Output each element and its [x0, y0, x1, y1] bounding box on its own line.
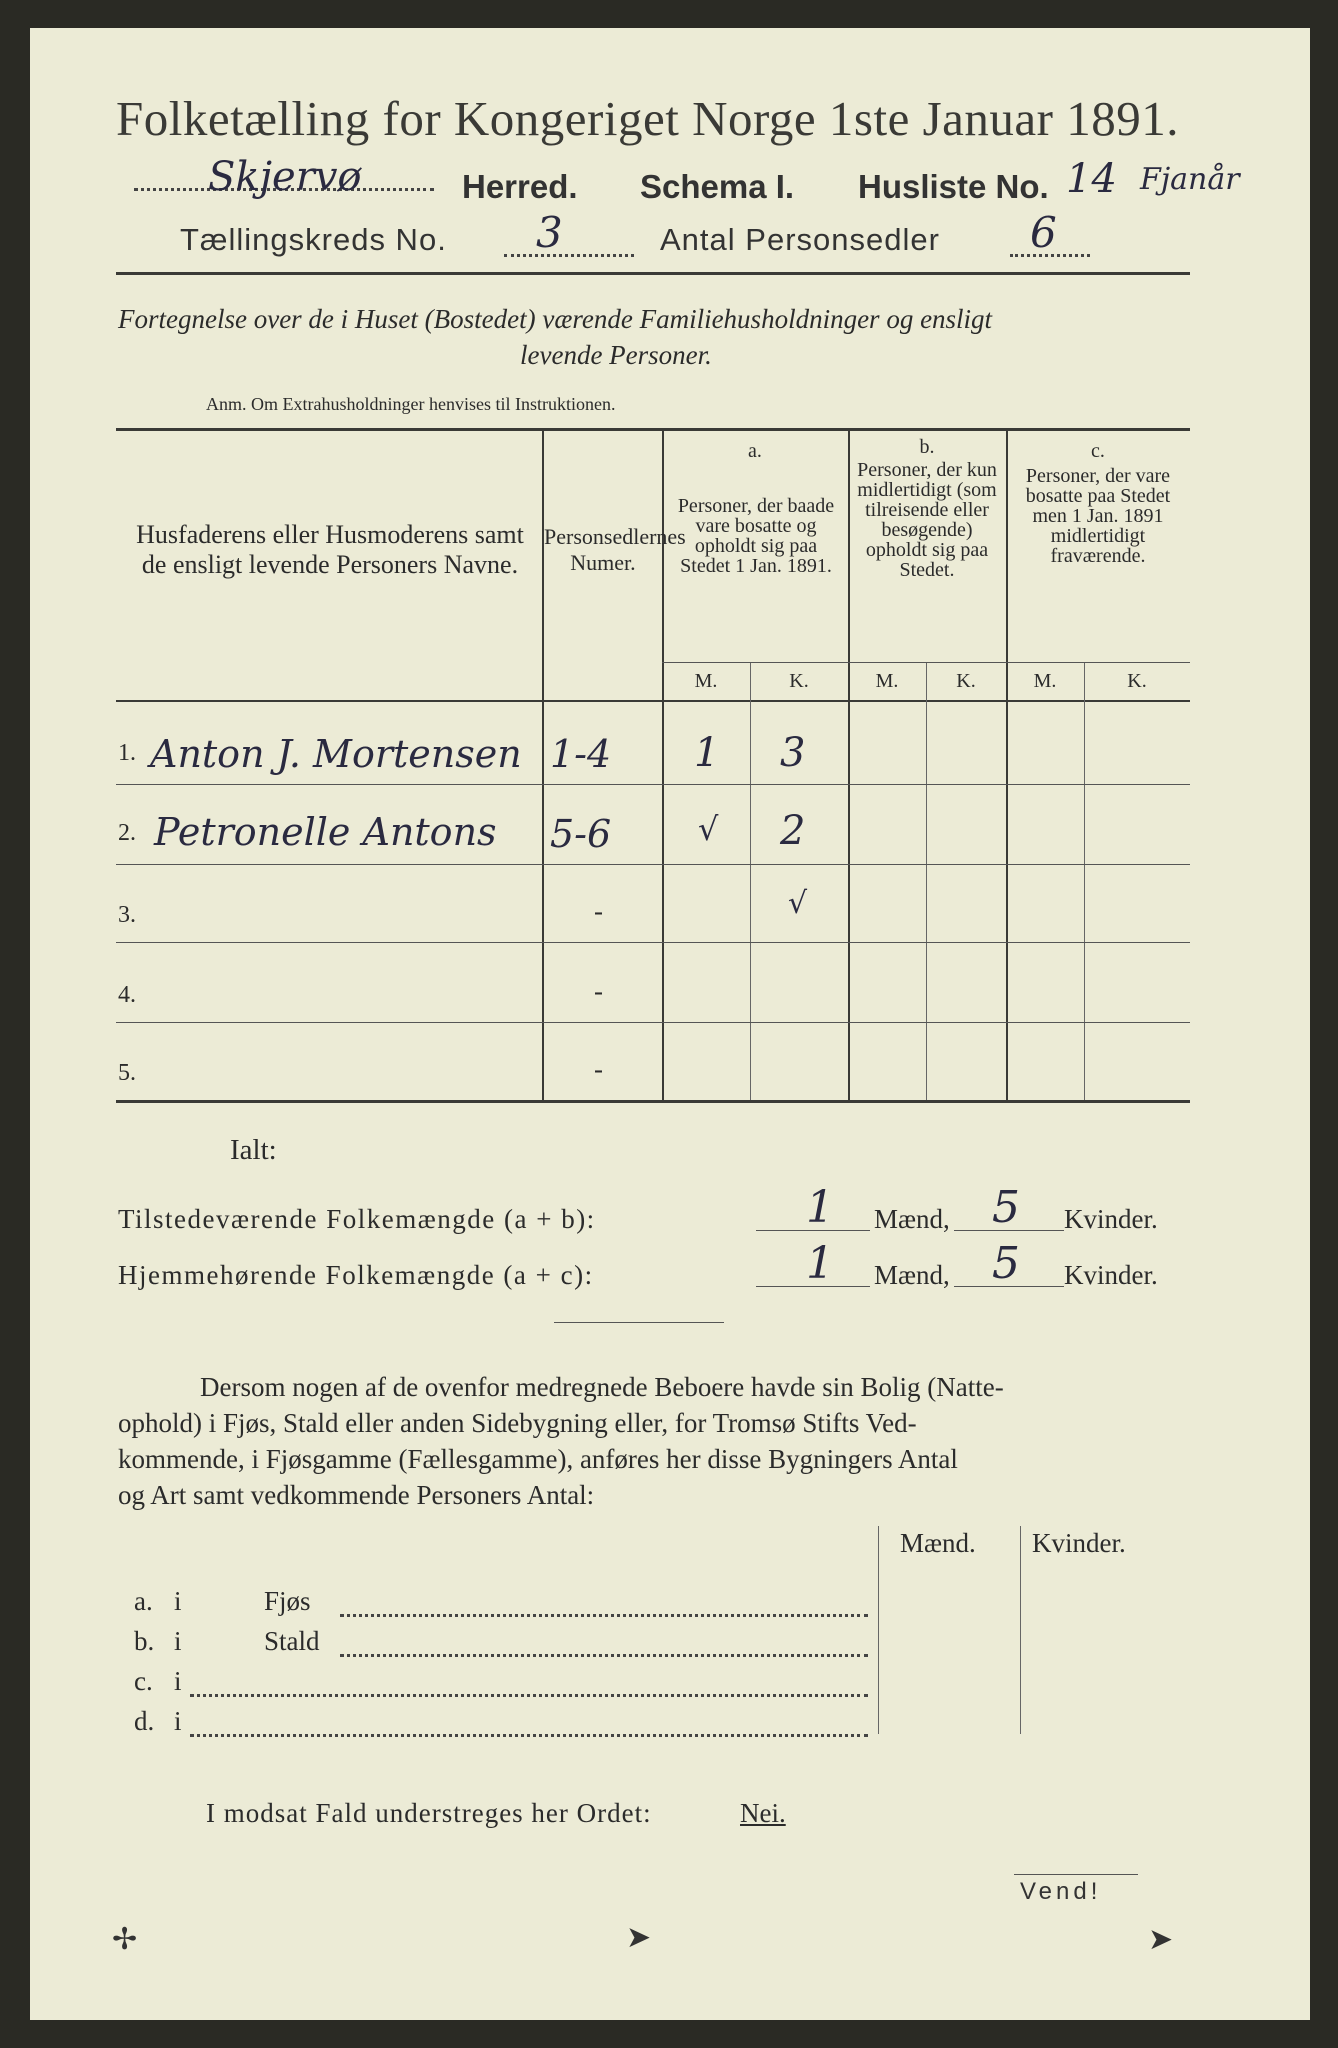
- vend-label: Vend!: [1020, 1878, 1102, 1905]
- col-header-numer: Personsedlernes Numer.: [544, 524, 686, 575]
- row-rule-2: [116, 864, 1190, 865]
- col-divider-a-mk: [750, 662, 751, 1100]
- row-3-number: 3.: [118, 902, 136, 928]
- item-c-i: i: [174, 1666, 182, 1696]
- para-line-3: kommende, i Fjøsgamme (Fællesgamme), anføres her disse Bygningers Antal: [118, 1444, 958, 1474]
- taellingskreds-label: Tællingskreds No.: [180, 222, 447, 257]
- row-5-number: 5.: [118, 1060, 136, 1086]
- husliste-label: Husliste No.: [858, 168, 1049, 205]
- personsedler-label: Antal Personsedler: [660, 222, 940, 257]
- husliste-value: 14: [1066, 156, 1117, 202]
- hjemme-kvinder: Kvinder.: [1064, 1260, 1158, 1290]
- outbuilding-col-maend: Mænd.: [900, 1528, 976, 1558]
- table-top-rule: [116, 428, 1190, 431]
- item-c-letter: c.: [134, 1666, 153, 1696]
- col-divider-c: [1006, 428, 1008, 1100]
- row-3-numer: -: [594, 896, 603, 926]
- para-line-4: og Art samt vedkommende Personers Antal:: [118, 1480, 595, 1510]
- anm-note: Anm. Om Extrahusholdninger henvises til Instruktionen.: [206, 394, 616, 414]
- col-header-names: Husfaderens eller Husmoderens samt de ensligt levende Personers Navne.: [136, 520, 524, 579]
- row-rule-1: [116, 784, 1190, 785]
- col-a-m-label: M.: [694, 670, 718, 692]
- row-2-numer: 5-6: [550, 812, 612, 856]
- row-5-numer: -: [594, 1054, 603, 1084]
- col-divider-b-mk: [926, 662, 927, 1100]
- row-2-a-m: √: [698, 810, 719, 848]
- herred-label: Herred.: [462, 168, 578, 205]
- taellingskreds-dotted-line: [504, 254, 634, 257]
- outbuilding-col-kvinder: Kvinder.: [1032, 1528, 1126, 1558]
- col-c-k-label: K.: [1127, 670, 1147, 692]
- nei-word: Nei.: [740, 1798, 786, 1828]
- col-header-b: Personer, der kun midlertidigt (som tilreisende eller besøgende) opholdt sig paa Stedet.: [857, 459, 997, 581]
- item-d-letter: d.: [134, 1706, 155, 1736]
- row-3-a-k: √: [788, 886, 808, 921]
- col-b-letter: b.: [919, 436, 935, 458]
- row-1-number: 1.: [118, 740, 136, 766]
- hjemme-k-value: 5: [992, 1238, 1020, 1289]
- vend-rule: [1014, 1874, 1138, 1875]
- item-a-dots: [340, 1614, 868, 1617]
- row-rule-3: [116, 942, 1190, 943]
- row-2-number: 2.: [118, 820, 136, 846]
- hjemme-m-value: 1: [806, 1238, 834, 1289]
- row-1-numer: 1-4: [550, 732, 612, 776]
- item-a-letter: a.: [134, 1586, 153, 1616]
- item-d-dots: [190, 1734, 868, 1737]
- personsedler-value: 6: [1030, 208, 1057, 257]
- col-header-a: Personer, der baade vare bosatte og opholdt sig paa Stedet 1 Jan. 1891.: [677, 495, 835, 577]
- modsat-label: I modsat Fald understreges her Ordet:: [206, 1798, 652, 1828]
- table-header-rule: [116, 700, 1190, 702]
- intro-line-2: levende Personer.: [520, 340, 712, 370]
- outbuilding-col-divider-1: [878, 1526, 879, 1734]
- col-a-letter: a.: [748, 440, 762, 462]
- table-bottom-rule: [116, 1100, 1190, 1103]
- col-divider-c-mk: [1084, 662, 1085, 1100]
- row-1-name: Anton J. Mortensen: [150, 732, 522, 776]
- row-1-a-k: 3: [780, 730, 806, 776]
- hjemme-label: Hjemmehørende Folkemængde (a + c):: [118, 1260, 594, 1290]
- col-b-k-label: K.: [956, 670, 976, 692]
- outbuilding-col-divider-2: [1020, 1526, 1021, 1734]
- tilstede-m-value: 1: [806, 1182, 834, 1233]
- tilstede-kvinder: Kvinder.: [1064, 1204, 1158, 1234]
- husliste-note: Fjanår: [1140, 162, 1240, 197]
- item-d-i: i: [174, 1706, 182, 1736]
- mk-subheader-rule: [662, 662, 1190, 663]
- taellingskreds-value: 3: [536, 208, 563, 257]
- census-form: [30, 28, 1310, 2020]
- col-header-c: Personer, der vare bosatte paa Stedet men 1 Jan. 1891 midlertidigt fraværende.: [1025, 465, 1171, 567]
- hjemme-maend: Mænd,: [874, 1260, 950, 1290]
- item-c-dots: [190, 1694, 868, 1697]
- row-rule-4: [116, 1022, 1190, 1023]
- row-1-a-m: 1: [694, 730, 720, 776]
- item-b-letter: b.: [134, 1626, 155, 1656]
- para-line-1: Dersom nogen af de ovenfor medregnede Beboere havde sin Bolig (Natte-: [200, 1372, 1004, 1402]
- para-line-2: ophold) i Fjøs, Stald eller anden Sidebygning eller, for Tromsø Stifts Ved-: [118, 1408, 917, 1438]
- col-c-letter: c.: [1091, 440, 1105, 462]
- registration-mark-right: ➤: [1148, 1923, 1174, 1956]
- item-b-label: Stald: [264, 1626, 320, 1656]
- header-rule: [116, 272, 1190, 275]
- schema-label: Schema I.: [640, 168, 795, 205]
- item-a-i: i: [174, 1586, 182, 1616]
- col-a-k-label: K.: [789, 670, 809, 692]
- tilstede-maend: Mænd,: [874, 1204, 950, 1234]
- item-a-label: Fjøs: [264, 1586, 311, 1616]
- tilstede-k-value: 5: [992, 1182, 1020, 1233]
- tilstede-label: Tilstedeværende Folkemængde (a + b):: [118, 1204, 596, 1234]
- col-b-m-label: M.: [875, 670, 899, 692]
- row-2-name: Petronelle Antons: [154, 810, 497, 854]
- item-b-dots: [340, 1654, 868, 1657]
- registration-mark-center: ➤: [626, 1921, 652, 1954]
- col-c-m-label: M.: [1033, 670, 1057, 692]
- row-4-numer: -: [594, 976, 603, 1006]
- item-b-i: i: [174, 1626, 182, 1656]
- herred-value: Skjervø: [208, 154, 362, 200]
- registration-mark-left: ✢: [112, 1923, 138, 1956]
- intro-line-1: Fortegnelse over de i Huset (Bostedet) værende Familiehusholdninger og ensligt: [118, 304, 993, 334]
- form-title: Folketælling for Kongeriget Norge 1ste Januar 1891.: [116, 91, 1179, 146]
- ialt-label: Ialt:: [230, 1134, 277, 1166]
- row-4-number: 4.: [118, 982, 136, 1008]
- row-2-a-k: 2: [780, 808, 806, 854]
- section-divider: [554, 1322, 724, 1323]
